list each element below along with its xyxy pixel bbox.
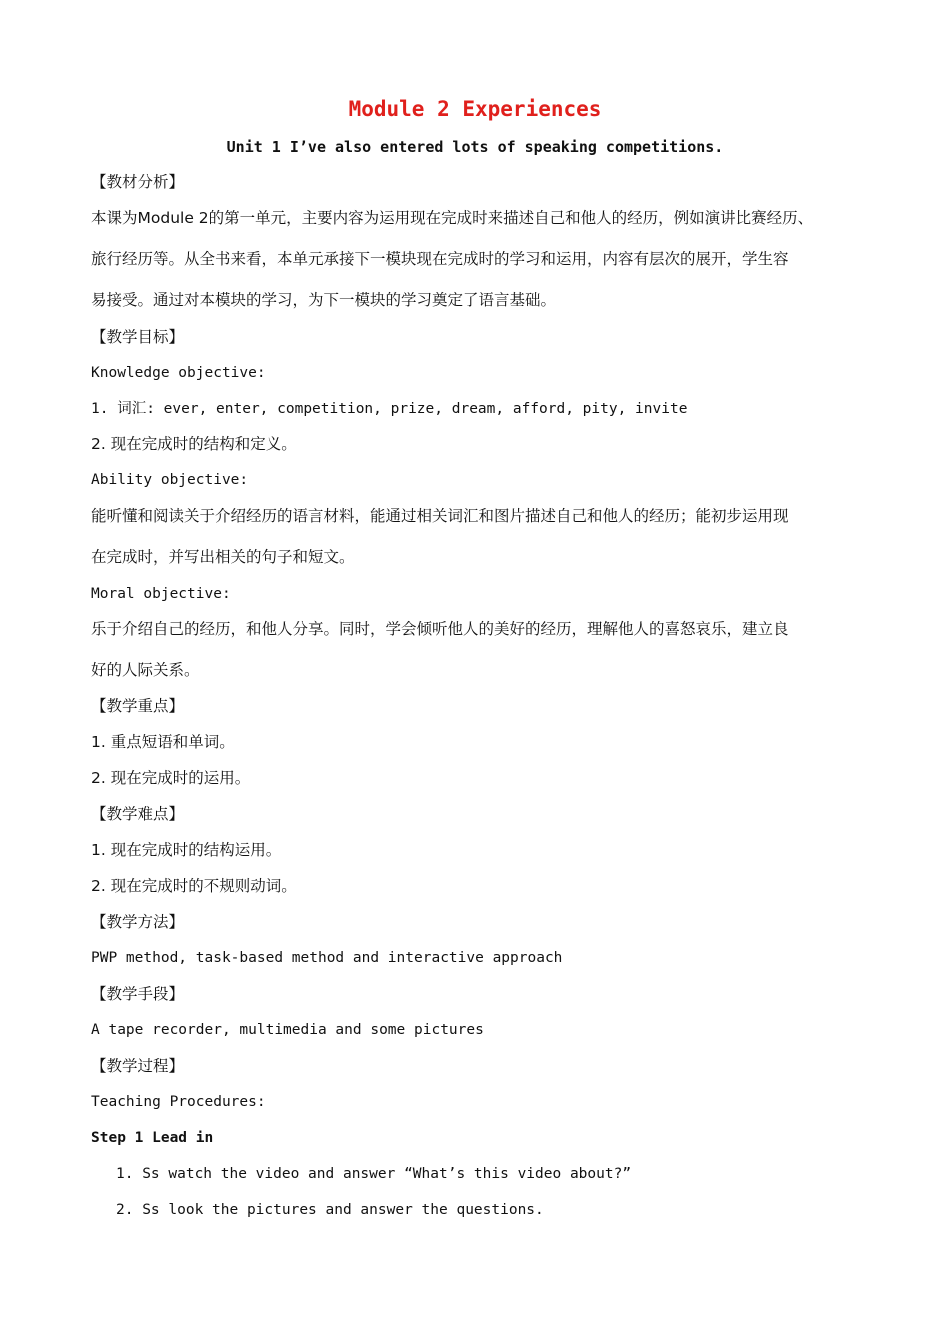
section-heading-process: 【教学过程】 bbox=[91, 1057, 185, 1075]
aids-text: A tape recorder, multimedia and some pictures bbox=[91, 1022, 484, 1038]
section-heading-difficulties: 【教学难点】 bbox=[91, 805, 185, 823]
document-subtitle: Unit 1 I’ve also entered lots of speaking competitions. bbox=[226, 138, 724, 156]
analysis-line: 本课为Module 2的第一单元，主要内容为运用现在完成时来描述自己和他人的经历，例如演讲比赛经历、 bbox=[91, 209, 814, 227]
ability-line: 在完成时，并写出相关的句子和短文。 bbox=[91, 548, 355, 566]
analysis-line: 旅行经历等。从全书来看，本单元承接下一模块现在完成时的学习和运用，内容有层次的展开，学生容 bbox=[91, 250, 789, 268]
moral-objective-label: Moral objective: bbox=[91, 586, 231, 602]
section-heading-key-points: 【教学重点】 bbox=[91, 697, 185, 715]
moral-line: 好的人际关系。 bbox=[91, 661, 200, 679]
key-point-item: 2. 现在完成时的运用。 bbox=[91, 769, 251, 787]
knowledge-objective-label: Knowledge objective: bbox=[91, 365, 266, 381]
moral-line: 乐于介绍自己的经历，和他人分享。同时，学会倾听他人的美好的经历，理解他人的喜怒哀乐，建立良 bbox=[91, 620, 789, 638]
document-title: Module 2 Experiences bbox=[348, 97, 602, 121]
teaching-procedures-label: Teaching Procedures: bbox=[91, 1094, 266, 1110]
section-heading-analysis: 【教材分析】 bbox=[91, 173, 185, 191]
key-point-item: 1. 重点短语和单词。 bbox=[91, 733, 235, 751]
step-item: 1. Ss watch the video and answer “What’s this video about?” bbox=[116, 1166, 632, 1182]
methods-text: PWP method, task-based method and interactive approach bbox=[91, 950, 563, 966]
difficulty-item: 2. 现在完成时的不规则动词。 bbox=[91, 877, 297, 895]
ability-line: 能听懂和阅读关于介绍经历的语言材料，能通过相关词汇和图片描述自己和他人的经历；能初步运用现 bbox=[91, 507, 789, 525]
ability-objective-label: Ability objective: bbox=[91, 472, 249, 488]
knowledge-item: 2. 现在完成时的结构和定义。 bbox=[91, 435, 297, 453]
analysis-line: 易接受。通过对本模块的学习，为下一模块的学习奠定了语言基础。 bbox=[91, 291, 557, 309]
section-heading-aids: 【教学手段】 bbox=[91, 985, 185, 1003]
difficulty-item: 1. 现在完成时的结构运用。 bbox=[91, 841, 282, 859]
section-heading-objectives: 【教学目标】 bbox=[91, 328, 185, 346]
section-heading-methods: 【教学方法】 bbox=[91, 913, 185, 931]
knowledge-item: 1. 词汇: ever, enter, competition, prize, dream, afford, pity, invite bbox=[91, 401, 688, 417]
step-heading: Step 1 Lead in bbox=[91, 1130, 214, 1146]
step-item: 2. Ss look the pictures and answer the questions. bbox=[116, 1202, 544, 1218]
